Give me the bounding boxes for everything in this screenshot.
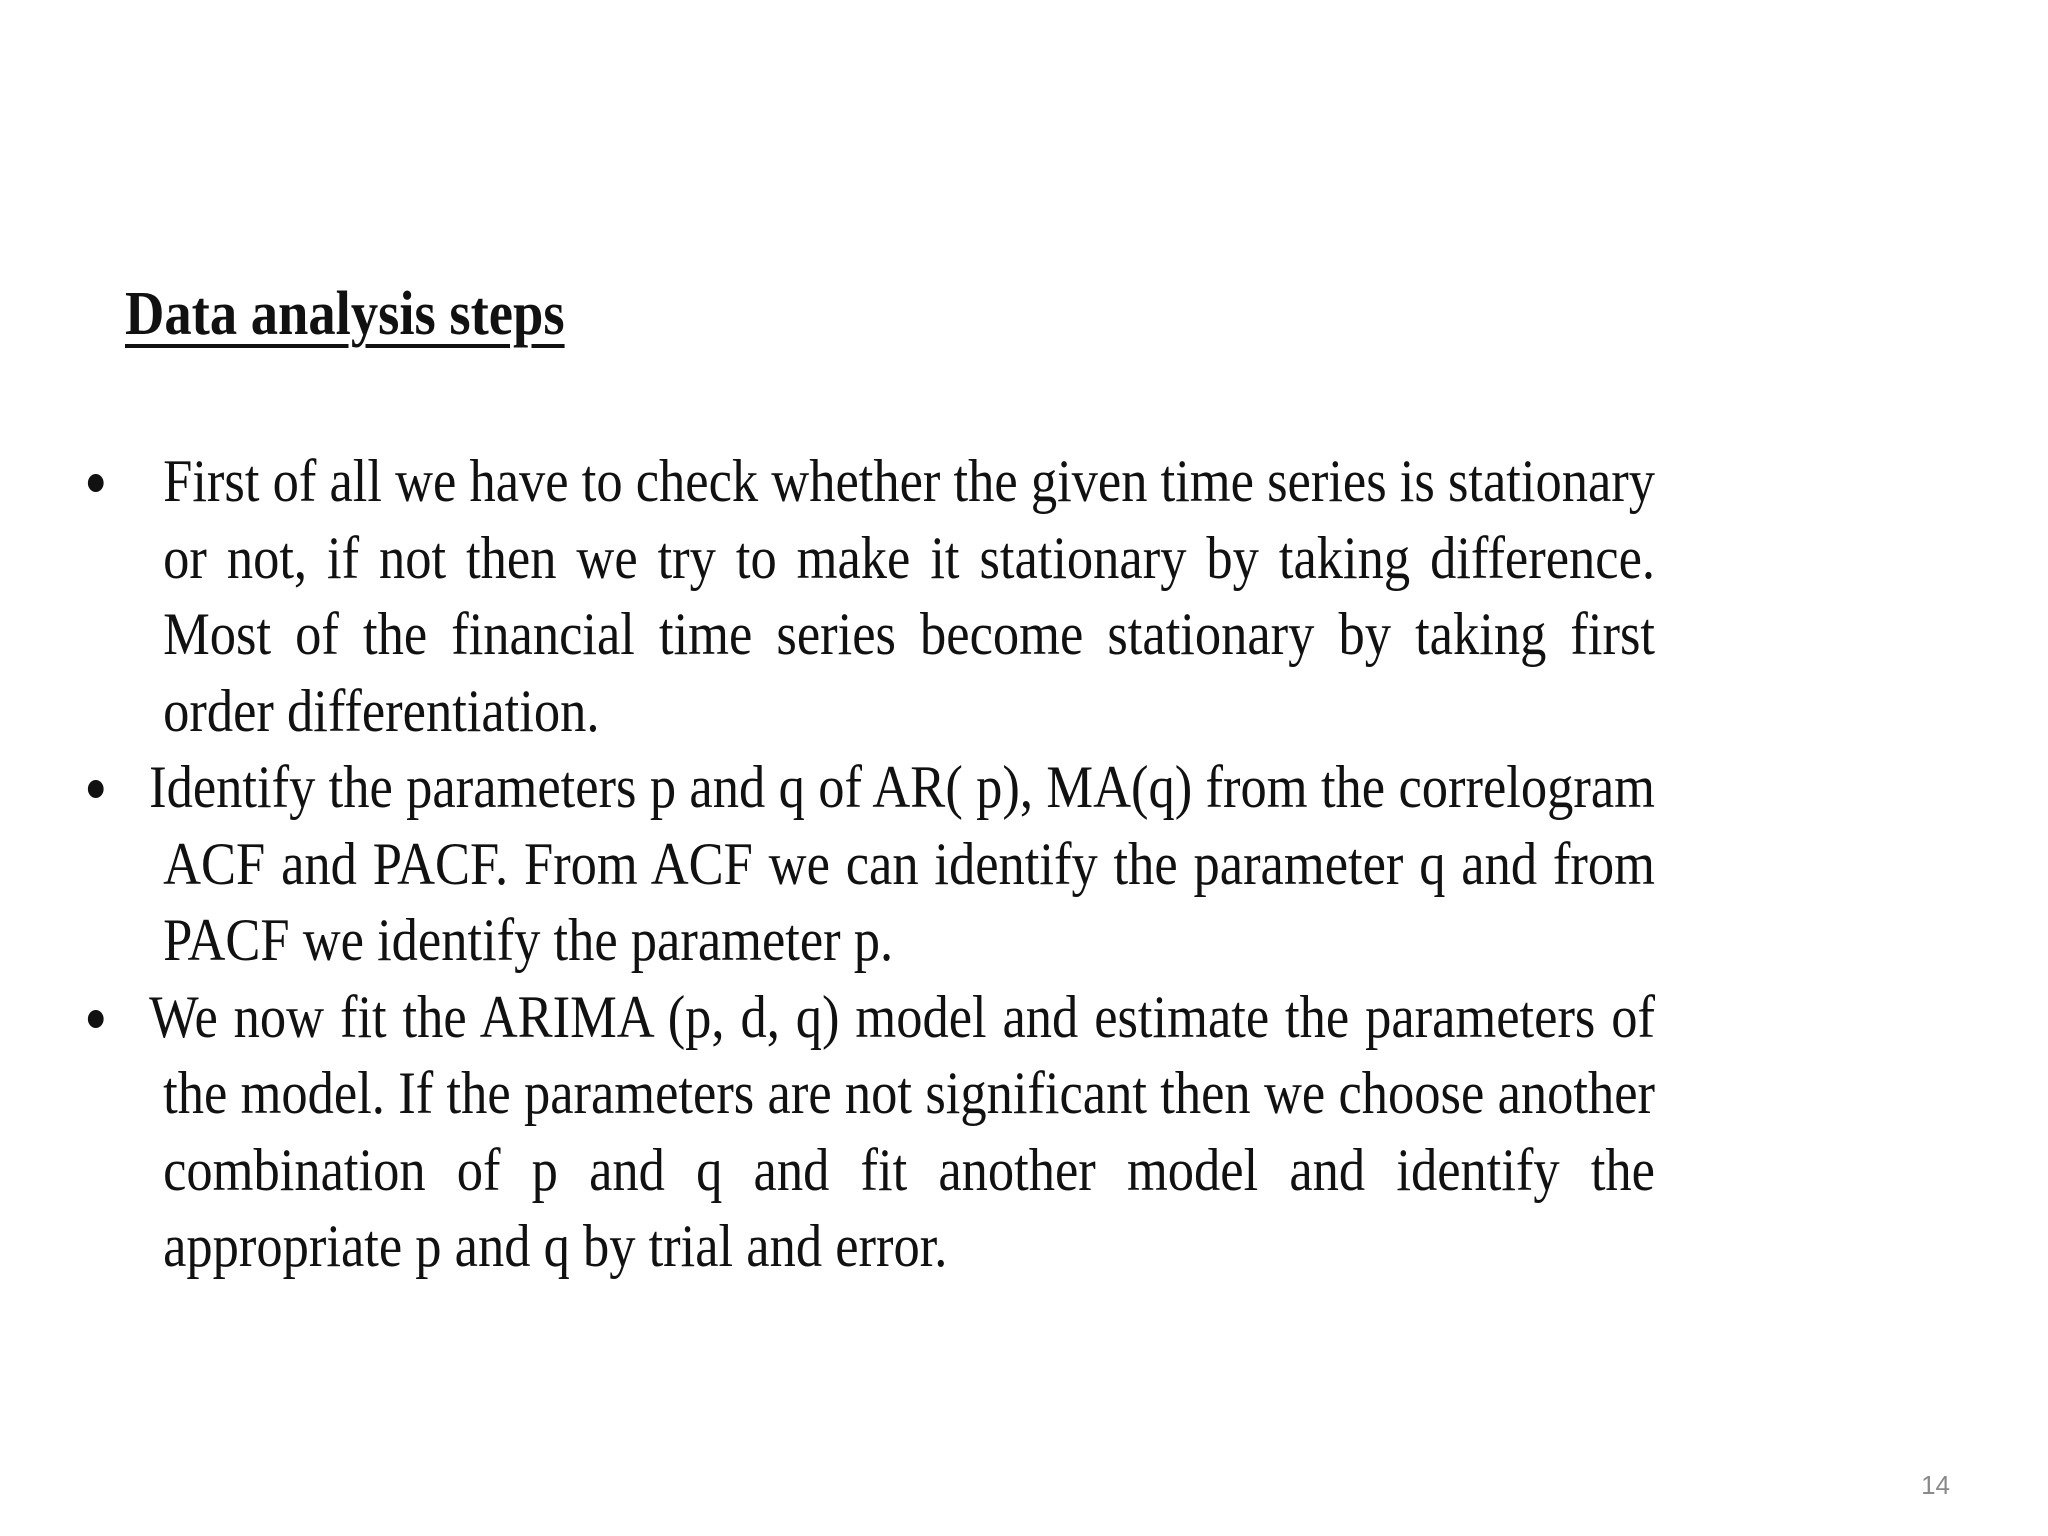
bullet-icon	[88, 474, 104, 492]
bullet-list	[80, 443, 1655, 1285]
bullet-icon	[88, 1010, 104, 1028]
slide-title: Data analysis steps	[125, 280, 565, 348]
page-number: 14	[1921, 1470, 1950, 1500]
bullet-text: First of all we have to check whether the given time series is stationary or not, if not then we try to make it stationary by taking difference. Most of the financial time series become stationary by taking first order differentiation.	[163, 448, 1655, 744]
bullet-text: Identify the parameters p and q of AR( p), MA(q) from the correlogram ACF and PACF. From ACF we can identify the parameter q and from PACF we identify the parameter p.	[149, 754, 1655, 973]
bullet-item	[80, 443, 1655, 749]
bullet-item	[80, 979, 1655, 1285]
bullet-item	[80, 749, 1655, 979]
bullet-icon	[88, 780, 104, 798]
bullet-text: We now fit the ARIMA (p, d, q) model and estimate the parameters of the model. If the parameters are not significant then we choose another combination of p and q and fit another model and identify the appropriate p and q by trial and error.	[149, 983, 1655, 1279]
